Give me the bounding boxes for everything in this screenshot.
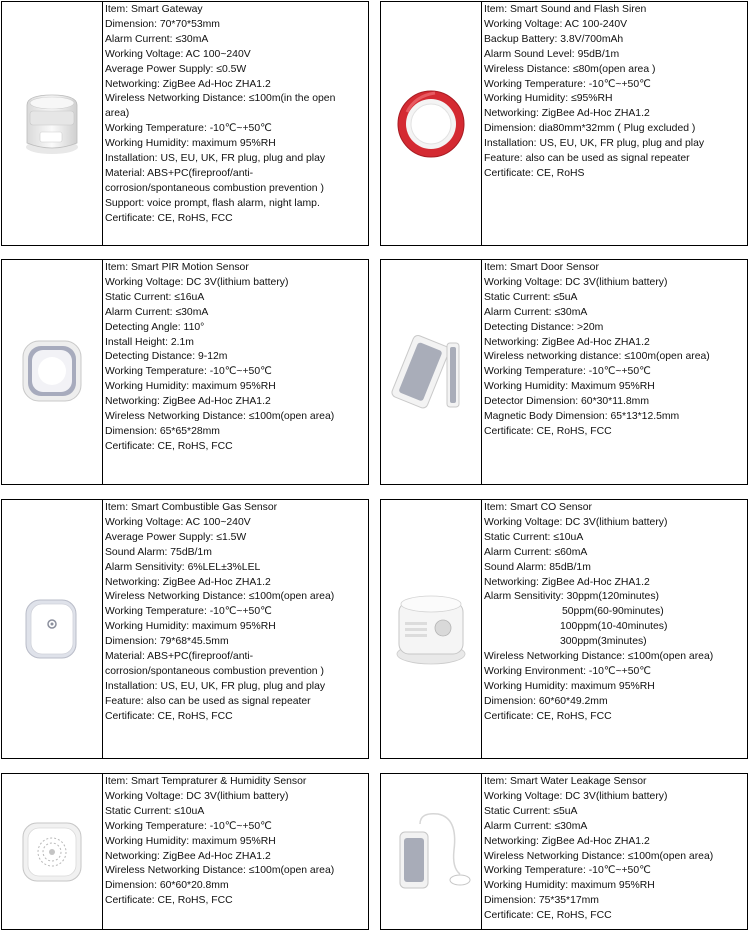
spec-line: Certificate: CE, RoHS, FCC	[484, 910, 612, 922]
spec-line: Certificate: CE, RoHS, FCC	[105, 895, 233, 907]
product-card-co	[380, 499, 748, 759]
image-cell	[381, 774, 482, 929]
spec-line: Static Current: ≤10uA	[105, 805, 205, 817]
spec-line: Dimension: 60*60*20.8mm	[105, 880, 229, 892]
spec-line: Alarm Sound Level: 95dB/1m	[484, 48, 620, 60]
spec-line: Working Voltage: DC 3V(lithium battery)	[484, 790, 668, 802]
product-card-water-leakage	[380, 773, 748, 930]
spec-line: Detector Dimension: 60*30*11.8mm	[484, 396, 649, 408]
image-cell	[381, 2, 482, 245]
spec-line: Working Environment: -10℃~+50℃	[484, 665, 651, 677]
spec-line: Working Temperature: -10℃~+50℃	[484, 865, 651, 877]
spec-line: Working Temperature: -10℃~+50℃	[105, 366, 272, 378]
pir-sensor-image	[20, 338, 84, 406]
spec-line: Working Humidity: maximum 95%RH	[105, 381, 276, 393]
spec-line: Alarm Current: ≤30mA	[105, 33, 209, 45]
spec-line: Wireless Distance: ≤80m(open area )	[484, 63, 656, 75]
spec-line: Networking: ZigBee Ad-Hoc ZHA1.2	[105, 78, 271, 90]
image-cell	[2, 500, 103, 758]
spec-line: Working Temperature: -10℃~+50℃	[484, 366, 651, 378]
spec-line: Working Temperature: -10℃~+50℃	[484, 78, 651, 90]
spec-line: Certificate: CE, RoHS, FCC	[484, 710, 612, 722]
spec-line: Item: Smart CO Sensor	[484, 502, 592, 513]
product-card-siren	[380, 1, 748, 246]
spec-line: Networking: ZigBee Ad-Hoc ZHA1.2	[105, 576, 271, 588]
product-card-temperature-humidity	[1, 773, 369, 930]
temperature-humidity-sensor-image	[21, 821, 83, 883]
siren-image	[395, 88, 467, 160]
spec-line: Wireless Networking Distance: ≤100m(open area)	[105, 591, 335, 603]
spec-line: Sound Alarm: 85dB/1m	[484, 561, 591, 573]
spec-line: Static Current: ≤5uA	[484, 291, 578, 303]
spec-line: Alarm Current: ≤30mA	[484, 306, 588, 318]
spec-line: Working Humidity: maximum 95%RH	[105, 138, 276, 150]
spec-line: Feature: also can be used as signal repeater	[484, 153, 690, 165]
product-card-pir	[1, 259, 369, 485]
spec-line: Working Voltage: AC 100~240V	[105, 48, 251, 60]
image-cell	[381, 260, 482, 484]
spec-line: Installation: US, EU, UK, FR plug, plug and play	[105, 680, 326, 692]
spec-line: Item: Smart Tempraturer & Humidity Sensor	[105, 776, 307, 787]
spec-line: Certificate: CE, RoHS, FCC	[105, 710, 233, 722]
spec-line: Working Humidity: maximum 95%RH	[105, 621, 276, 633]
spec-line: Dimension: 75*35*17mm	[484, 895, 599, 907]
spec-line: Working Voltage: AC 100~240V	[105, 516, 251, 528]
spec-list	[103, 774, 368, 929]
spec-list	[482, 774, 747, 929]
water-leakage-sensor-image	[390, 810, 472, 894]
spec-line: Item: Smart Water Leakage Sensor	[484, 776, 647, 787]
spec-line: Working Humidity: maximum 95%RH	[484, 880, 655, 892]
spec-line: Support: voice prompt, flash alarm, night lamp.	[105, 197, 320, 209]
spec-line: Networking: ZigBee Ad-Hoc ZHA1.2	[484, 336, 650, 348]
spec-line: 50ppm(60-90minutes)	[562, 606, 664, 618]
spec-line: Material: ABS+PC(fireproof/anti-	[105, 167, 254, 179]
spec-line: Static Current: ≤10uA	[484, 531, 584, 543]
spec-line: Sound Alarm: 75dB/1m	[105, 546, 212, 558]
spec-line: Working Voltage: AC 100-240V	[484, 18, 628, 30]
spec-line: Certificate: CE, RoHS, FCC	[484, 425, 612, 437]
spec-line: Average Power Supply: ≤0.5W	[105, 63, 247, 75]
spec-line: Alarm Current: ≤30mA	[105, 306, 209, 318]
spec-line: Certificate: CE, RoHS, FCC	[105, 212, 233, 224]
spec-line: Material: ABS+PC(fireproof/anti-	[105, 651, 254, 663]
spec-line: Item: Smart Combustible Gas Sensor	[105, 502, 278, 513]
spec-line: Dimension: 65*65*28mm	[105, 425, 220, 437]
spec-line: 300ppm(3minutes)	[560, 636, 647, 648]
spec-line: Static Current: ≤16uA	[105, 291, 205, 303]
spec-line: Working Humidity: ≤95%RH	[484, 93, 613, 105]
spec-line: Networking: ZigBee Ad-Hoc ZHA1.2	[105, 850, 271, 862]
spec-line: Installation: US, EU, UK, FR plug, plug and play	[484, 138, 705, 150]
spec-line: Detecting Angle: 110°	[105, 321, 205, 333]
image-cell	[2, 260, 103, 484]
door-sensor-image	[389, 329, 473, 415]
spec-line: Dimension: 60*60*49.2mm	[484, 695, 608, 707]
spec-line: Average Power Supply: ≤1.5W	[105, 531, 247, 543]
spec-line: Install Height: 2.1m	[105, 336, 194, 348]
spec-line: Backup Battery: 3.8V/700mAh	[484, 33, 624, 45]
spec-line: Item: Smart Door Sensor	[484, 262, 599, 273]
spec-line: Working Voltage: DC 3V(lithium battery)	[484, 516, 668, 528]
spec-line: Feature: also can be used as signal repeater	[105, 695, 311, 707]
spec-line: Item: Smart Gateway	[105, 4, 203, 15]
spec-line: Alarm Sensitivity: 6%LEL±3%LEL	[105, 561, 261, 573]
spec-line: Working Humidity: maximum 95%RH	[484, 680, 655, 692]
spec-line: Working Voltage: DC 3V(lithium battery)	[105, 276, 289, 288]
spec-line: Certificate: CE, RoHS, FCC	[105, 440, 233, 452]
spec-line: Working Humidity: Maximum 95%RH	[484, 381, 655, 393]
spec-list	[482, 500, 747, 758]
spec-line: Certificate: CE, RoHS	[484, 167, 585, 179]
spec-list	[482, 2, 747, 245]
spec-line: Item: Smart Sound and Flash Siren	[484, 4, 647, 15]
gas-sensor-image	[24, 598, 80, 660]
spec-line: Installation: US, EU, UK, FR plug, plug and play	[105, 153, 326, 165]
spec-line: Wireless networking distance: ≤100m(open area)	[484, 351, 710, 363]
spec-list	[103, 2, 368, 245]
spec-line: Item: Smart PIR Motion Sensor	[105, 262, 249, 273]
product-card-door	[380, 259, 748, 485]
spec-line: Static Current: ≤5uA	[484, 805, 578, 817]
spec-line: area)	[105, 108, 130, 120]
spec-line: corrosion/spontaneous combustion prevention )	[105, 665, 324, 677]
spec-line: Wireless Networking Distance: ≤100m(open area)	[484, 850, 714, 862]
spec-line: Dimension: 79*68*45.5mm	[105, 636, 229, 648]
spec-line: Wireless Networking Distance: ≤100m(in the open	[105, 93, 336, 105]
spec-line: Working Temperature: -10℃~+50℃	[105, 820, 272, 832]
spec-line: Working Temperature: -10℃~+50℃	[105, 606, 272, 618]
spec-line: Alarm Current: ≤30mA	[484, 820, 588, 832]
spec-line: Alarm Sensitivity: 30ppm(120minutes)	[484, 591, 659, 603]
spec-line: 100ppm(10-40minutes)	[560, 621, 668, 633]
co-sensor-image	[391, 588, 471, 670]
spec-line: Dimension: 70*70*53mm	[105, 18, 220, 30]
spec-line: Detecting Distance: 9-12m	[105, 351, 228, 363]
spec-list	[103, 500, 368, 758]
spec-line: Networking: ZigBee Ad-Hoc ZHA1.2	[484, 108, 650, 120]
image-cell	[2, 2, 103, 245]
image-cell	[2, 774, 103, 929]
spec-line: Working Voltage: DC 3V(lithium battery)	[105, 790, 289, 802]
spec-line: Detecting Distance: >20m	[484, 321, 604, 333]
product-card-gateway	[1, 1, 369, 246]
spec-line: Alarm Current: ≤60mA	[484, 546, 588, 558]
spec-line: Wireless Networking Distance: ≤100m(open area)	[105, 411, 335, 423]
product-card-gas	[1, 499, 369, 759]
spec-line: Networking: ZigBee Ad-Hoc ZHA1.2	[105, 396, 271, 408]
spec-list	[482, 260, 747, 484]
spec-list	[103, 260, 368, 484]
spec-line: Wireless Networking Distance: ≤100m(open area)	[484, 651, 714, 663]
spec-line: Working Humidity: maximum 95%RH	[105, 835, 276, 847]
spec-line: Wireless Networking Distance: ≤100m(open area)	[105, 865, 335, 877]
spec-line: Working Temperature: -10℃~+50℃	[105, 123, 272, 135]
spec-line: corrosion/spontaneous combustion prevention )	[105, 182, 324, 194]
spec-line: Dimension: dia80mm*32mm ( Plug excluded )	[484, 123, 696, 135]
spec-line: Working Voltage: DC 3V(lithium battery)	[484, 276, 668, 288]
spec-line: Networking: ZigBee Ad-Hoc ZHA1.2	[484, 576, 650, 588]
spec-line: Magnetic Body Dimension: 65*13*12.5mm	[484, 411, 680, 423]
smart-gateway-image	[17, 87, 87, 161]
image-cell	[381, 500, 482, 758]
spec-line: Networking: ZigBee Ad-Hoc ZHA1.2	[484, 835, 650, 847]
